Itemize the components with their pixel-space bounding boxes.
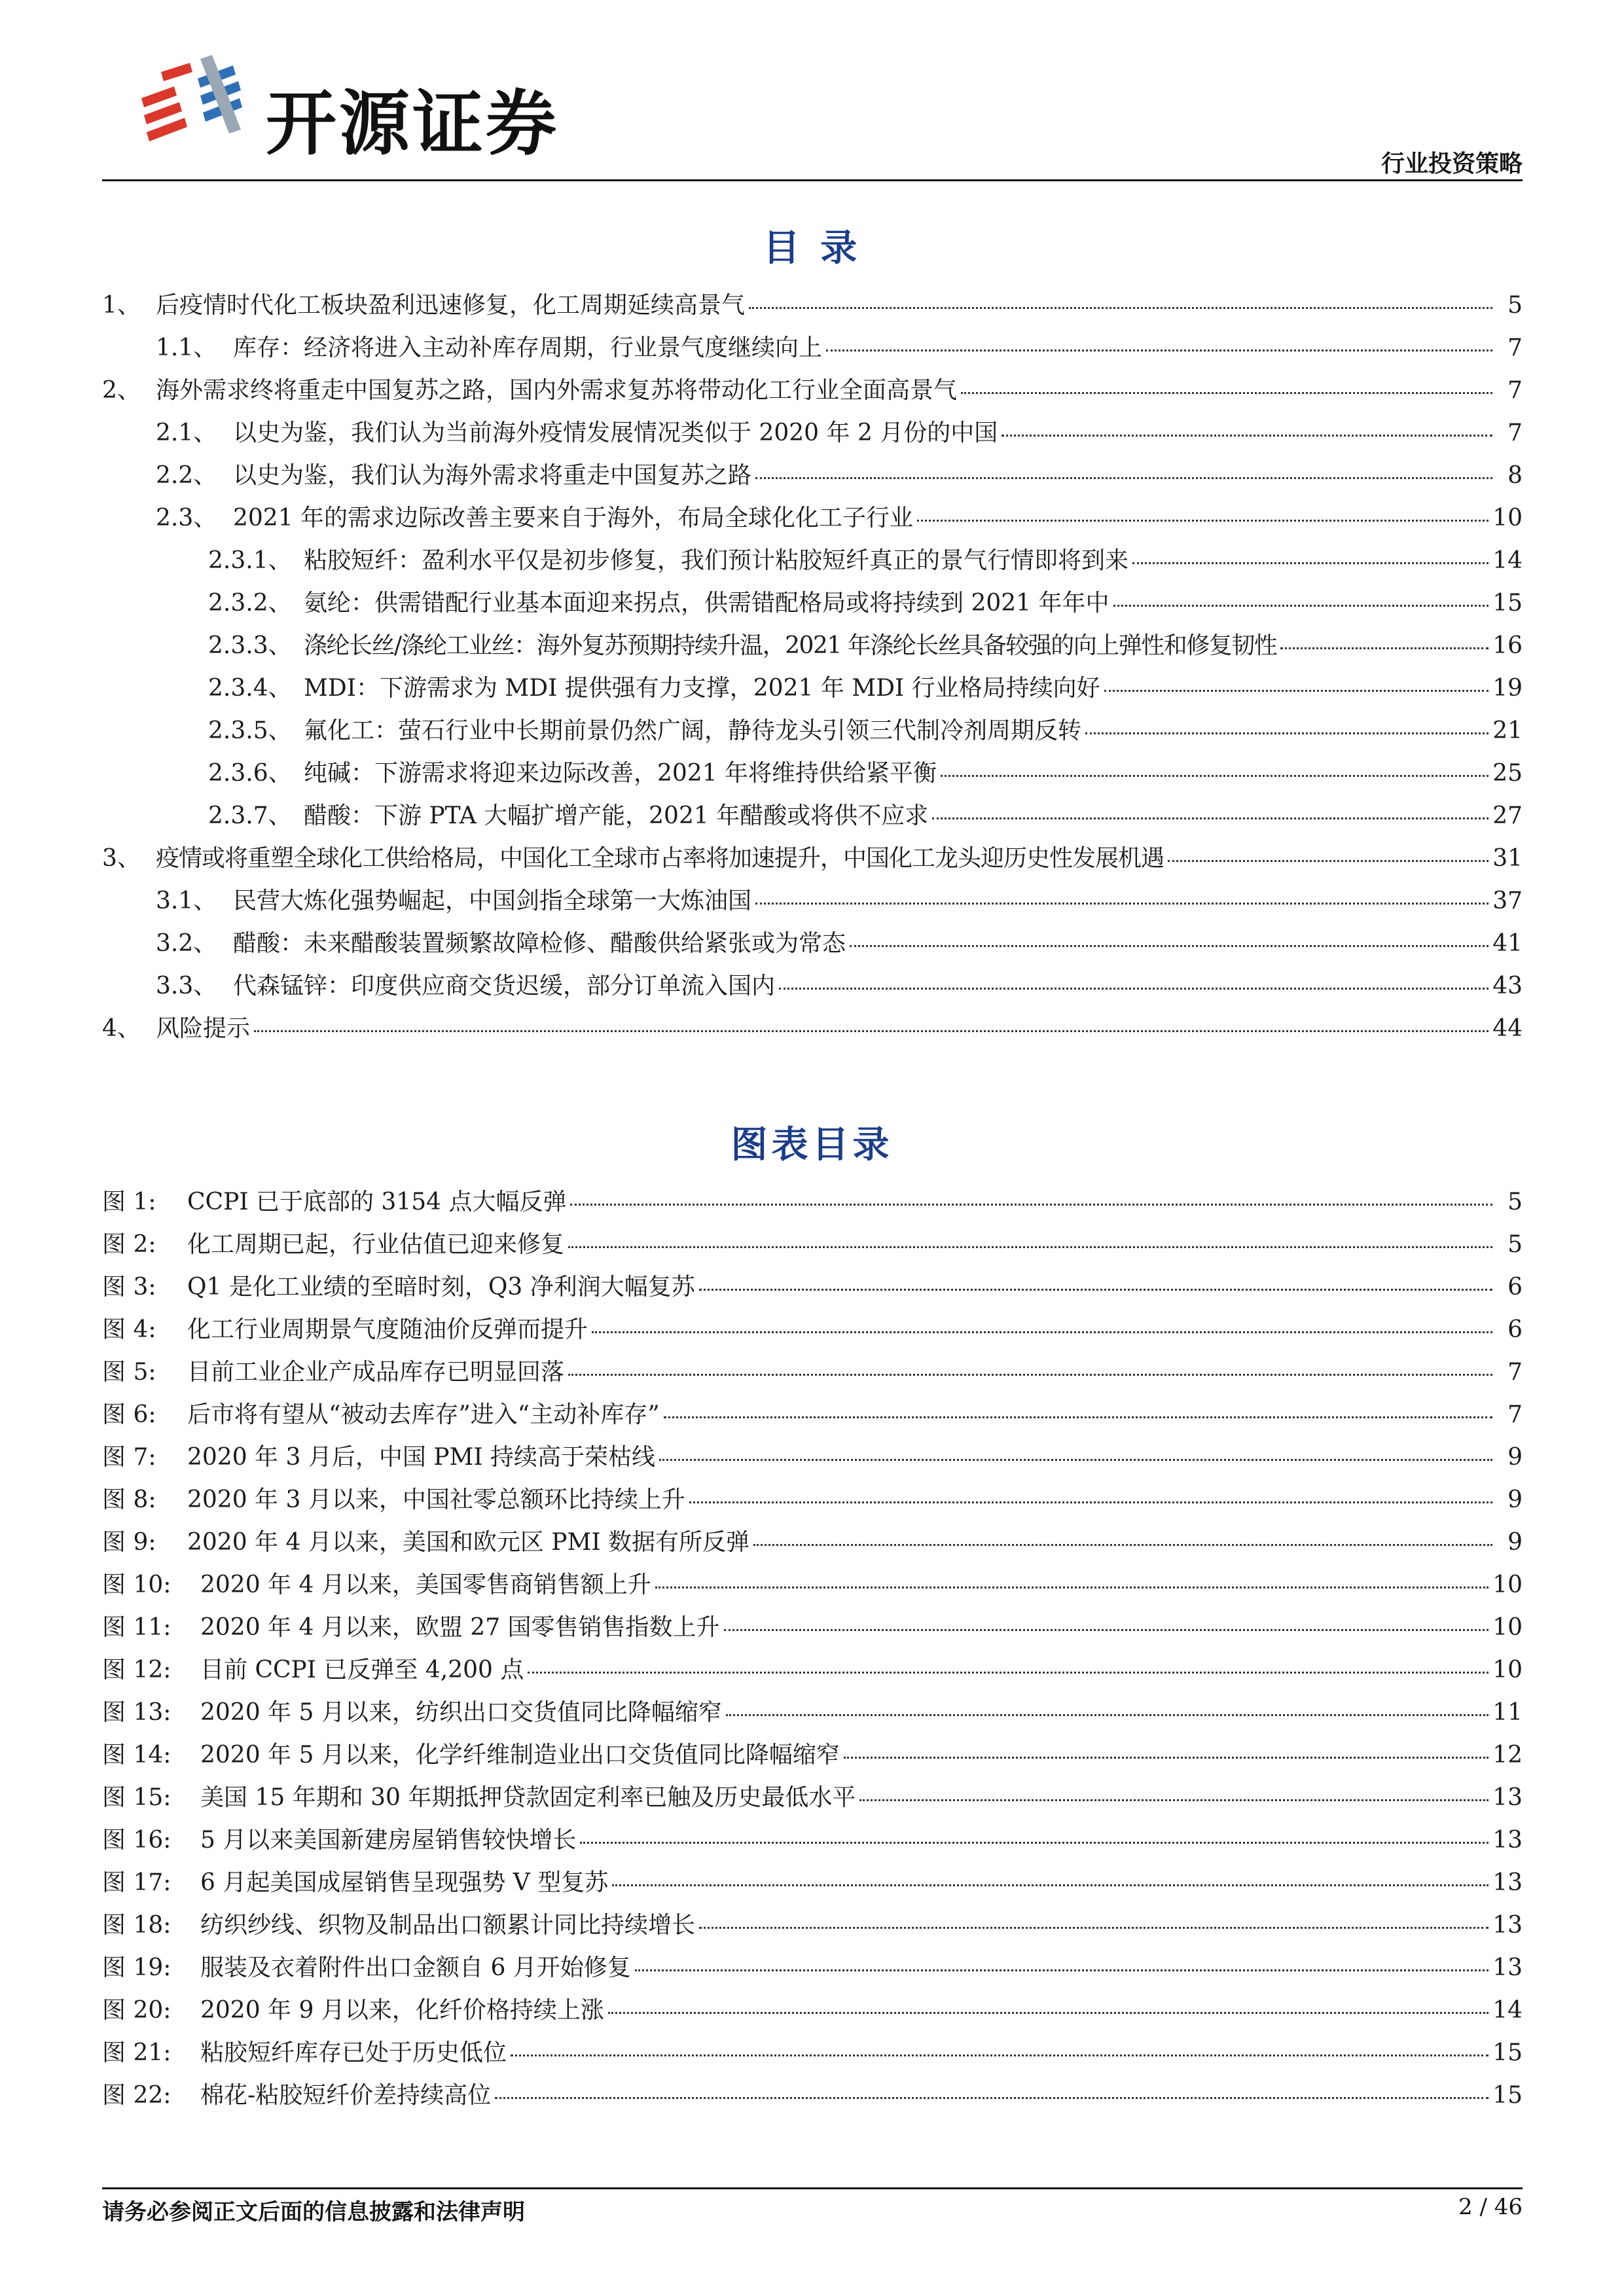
figure-entry-title: 2020 年 4 月以来，美国零售商销售额上升 <box>200 1571 651 1598</box>
toc-entry-title: 2021 年的需求边际改善主要来自于海外，布局全球化化工子行业 <box>233 505 914 531</box>
dot-leader <box>608 2011 1489 2014</box>
toc-entry-title: 以史为鉴，我们认为当前海外疫情发展情况类似于 2020 年 2 月份的中国 <box>233 420 998 446</box>
figure-entry-title: 纺织纱线、织物及制品出口额累计同比持续增长 <box>200 1912 696 1939</box>
figure-entry[interactable] <box>102 1311 1523 1354</box>
figure-entry-page: 9 <box>1507 1444 1523 1471</box>
figure-entry[interactable] <box>102 1396 1523 1439</box>
figure-entry[interactable] <box>102 1524 1523 1566</box>
dot-leader <box>568 1372 1492 1376</box>
toc-entry[interactable] <box>102 457 1523 499</box>
toc-entry-title: 民营大炼化强势崛起，中国剑指全球第一大炼油国 <box>233 888 752 914</box>
figure-entry-number: 图 21: <box>102 2039 171 2066</box>
toc-entry-number: 4、 <box>102 1015 141 1042</box>
figure-entry-number: 图 16: <box>102 1827 171 1854</box>
dot-leader <box>961 391 1492 394</box>
dot-leader <box>1104 689 1489 692</box>
dot-leader <box>850 944 1489 947</box>
figure-entry-number: 图 1: <box>102 1189 156 1215</box>
figure-entry-number: 图 2: <box>102 1231 156 1258</box>
toc-entry[interactable] <box>102 712 1523 755</box>
figure-entry-number: 图 15: <box>102 1784 171 1811</box>
figure-entry[interactable] <box>102 1949 1523 1992</box>
figure-entry-title: 粘胶短纤库存已处于历史低位 <box>200 2039 507 2066</box>
header-divider <box>102 179 1523 181</box>
figure-entry[interactable] <box>102 1821 1523 1864</box>
toc-entry-number: 3.3、 <box>156 973 217 999</box>
figure-entry-title: 2020 年 4 月以来，美国和欧元区 PMI 数据有所反弹 <box>187 1529 750 1556</box>
toc-entry-title: MDI：下游需求为 MDI 提供强有力支撑，2021 年 MDI 行业格局持续向好 <box>304 675 1100 702</box>
page-header <box>102 39 1523 183</box>
dot-leader <box>592 1330 1492 1333</box>
toc-entry-title: 库存：经济将进入主动补库存周期，行业景气度继续向上 <box>233 334 823 361</box>
figure-entry-title: 棉花-粘胶短纤价差持续高位 <box>200 2082 492 2109</box>
figure-entry-title: 2020 年 5 月以来，化学纤维制造业出口交货值同比降幅缩窄 <box>200 1742 840 1768</box>
toc-entry-number: 3.1、 <box>156 888 217 914</box>
toc-entry-title: 醋酸：下游 PTA 大幅扩增产能，2021 年醋酸或将供不应求 <box>304 802 929 829</box>
figure-entry-number: 图 6: <box>102 1401 156 1428</box>
toc-entry-page: 5 <box>1507 292 1523 319</box>
toc-entry[interactable] <box>102 755 1523 797</box>
figure-entry[interactable] <box>102 1226 1523 1268</box>
figure-entry[interactable] <box>102 2034 1523 2077</box>
figure-entry[interactable] <box>102 1651 1523 1694</box>
toc-entry[interactable] <box>102 287 1523 329</box>
dot-leader <box>699 1926 1489 1929</box>
figure-entry-title: 后市将有望从“被动去库存”进入“主动补库存” <box>187 1401 660 1428</box>
dot-leader <box>1168 859 1489 862</box>
toc-entry-title: 风险提示 <box>156 1015 251 1042</box>
figure-entry[interactable] <box>102 1481 1523 1524</box>
toc-entry-page: 43 <box>1492 973 1523 999</box>
figure-entry-title: Q1 是化工业绩的至暗时刻，Q3 净利润大幅复苏 <box>187 1274 695 1300</box>
figure-entry-number: 图 9: <box>102 1529 156 1556</box>
figure-entry[interactable] <box>102 1439 1523 1481</box>
toc-entry-page: 41 <box>1492 930 1523 957</box>
figure-entry-page: 5 <box>1507 1189 1523 1215</box>
figure-entry[interactable] <box>102 1566 1523 1609</box>
toc-entry-page: 15 <box>1492 590 1523 617</box>
toc-entry-page: 31 <box>1492 845 1523 872</box>
figure-list <box>102 1183 1523 2119</box>
toc-entry-number: 1、 <box>102 292 141 319</box>
toc-entry-number: 2.3.3、 <box>208 632 292 659</box>
figure-entry[interactable] <box>102 1183 1523 1226</box>
figure-entry-page: 7 <box>1507 1359 1523 1386</box>
toc-entry[interactable] <box>102 372 1523 414</box>
dot-leader <box>659 1458 1492 1461</box>
figures-title: 图表目录 <box>731 1124 893 1166</box>
toc-entry-title: 后疫情时代化工板块盈利迅速修复，化工周期延续高景气 <box>156 292 746 319</box>
figure-entry-number: 图 4: <box>102 1316 156 1343</box>
figure-entry-number: 图 19: <box>102 1954 171 1981</box>
dot-leader <box>1085 731 1489 734</box>
dot-leader <box>941 774 1489 777</box>
figure-entry-title: 2020 年 5 月以来，纺织出口交货值同比降幅缩窄 <box>200 1699 722 1726</box>
dot-leader <box>1132 561 1489 564</box>
toc-entry-page: 16 <box>1492 632 1523 659</box>
toc-entry-title: 疫情或将重塑全球化工供给格局，中国化工全球市占率将加速提升，中国化工龙头迎历史性发展机遇 <box>156 845 1164 872</box>
toc-entry-page: 10 <box>1492 505 1523 531</box>
figure-entry-page: 6 <box>1507 1274 1523 1300</box>
toc-entry-title: 涤纶长丝/涤纶工业丝：海外复苏预期持续升温，2021 年涤纶长丝具备较强的向上弹性和修复韧性 <box>304 632 1277 659</box>
figure-entry-page: 15 <box>1492 2039 1523 2066</box>
figure-entry-number: 图 13: <box>102 1699 171 1726</box>
figure-entry-number: 图 8: <box>102 1486 156 1513</box>
figure-entry[interactable] <box>102 1736 1523 1779</box>
toc-entry[interactable] <box>102 414 1523 457</box>
figure-entry-number: 图 20: <box>102 1997 171 2024</box>
toc-entry-number: 2.3、 <box>156 505 217 531</box>
figure-entry-number: 图 3: <box>102 1274 156 1300</box>
figure-entry-page: 13 <box>1492 1912 1523 1939</box>
dot-leader <box>724 1628 1489 1631</box>
toc-entry-number: 2.3.6、 <box>208 760 292 787</box>
figure-entry-number: 图 11: <box>102 1614 171 1641</box>
toc-entry-page: 7 <box>1507 377 1523 404</box>
figure-entry[interactable] <box>102 2077 1523 2119</box>
toc-entry-number: 2、 <box>102 377 141 404</box>
figure-entry-title: 5 月以来美国新建房屋销售较快增长 <box>200 1827 577 1854</box>
figure-entry-title: CCPI 已于底部的 3154 点大幅反弹 <box>187 1189 567 1215</box>
toc-entry-title: 氨纶：供需错配行业基本面迎来拐点，供需错配格局或将持续到 2021 年年中 <box>304 590 1110 617</box>
figure-entry-title: 化工周期已起，行业估值已迎来修复 <box>187 1231 565 1258</box>
toc-entry-number: 2.3.4、 <box>208 675 292 702</box>
toc-entry-number: 2.1、 <box>156 420 217 446</box>
figure-entry-number: 图 12: <box>102 1657 171 1683</box>
figure-entry[interactable] <box>102 1694 1523 1736</box>
figure-entry-number: 图 7: <box>102 1444 156 1471</box>
figure-entry-title: 服装及衣着附件出口金额自 6 月开始修复 <box>200 1954 631 1981</box>
dot-leader <box>1113 603 1489 607</box>
dot-leader <box>749 306 1492 309</box>
document-type: 行业投资策略 <box>1380 151 1523 177</box>
toc-entry-number: 3.2、 <box>156 930 217 957</box>
figure-entry-page: 15 <box>1492 2082 1523 2109</box>
figure-entry-title: 2020 年 3 月以来，中国社零总额环比持续上升 <box>187 1486 685 1513</box>
toc-entry-title: 以史为鉴，我们认为海外需求将重走中国复苏之路 <box>233 462 752 489</box>
figure-entry-number: 图 10: <box>102 1571 171 1598</box>
dot-leader <box>635 1968 1489 1971</box>
figure-entry-number: 图 22: <box>102 2082 171 2109</box>
toc-entry-title: 氟化工：萤石行业中长期前景仍然广阔，静待龙头引领三代制冷剂周期反转 <box>304 717 1082 744</box>
toc-list <box>102 287 1523 1052</box>
footer-divider <box>102 2187 1523 2189</box>
dot-leader <box>917 518 1489 522</box>
toc-entry-number: 1.1、 <box>156 334 217 361</box>
toc-entry-page: 8 <box>1507 462 1523 489</box>
figure-entry[interactable] <box>102 1609 1523 1651</box>
figure-entry-title: 化工行业周期景气度随油价反弹而提升 <box>187 1316 588 1343</box>
toc-entry-title: 醋酸：未来醋酸装置频繁故障检修、醋酸供给紧张或为常态 <box>233 930 846 957</box>
figure-entry-title: 2020 年 9 月以来，化纤价格持续上涨 <box>200 1997 604 2024</box>
toc-entry-number: 2.3.7、 <box>208 802 292 829</box>
figure-entry-page: 13 <box>1492 1827 1523 1854</box>
toc-entry-title: 纯碱：下游需求将迎来边际改善，2021 年将维持供给紧平衡 <box>304 760 937 787</box>
brand-name: 开源证券 <box>266 83 560 165</box>
figure-entry-title: 6 月起美国成屋销售呈现强势 V 型复苏 <box>200 1869 609 1896</box>
page-indicator: 2 / 46 <box>1458 2194 1523 2220</box>
dot-leader <box>932 816 1489 819</box>
toc-entry-page: 44 <box>1492 1015 1523 1042</box>
dot-leader <box>511 2053 1489 2056</box>
toc-entry-page: 21 <box>1492 717 1523 744</box>
dot-leader <box>570 1202 1492 1206</box>
toc-entry-number: 2.3.5、 <box>208 717 292 744</box>
disclaimer-text: 请务必参阅正文后面的信息披露和法律声明 <box>102 2199 525 2225</box>
toc-entry-title: 海外需求终将重走中国复苏之路，国内外需求复苏将带动化工行业全面高景气 <box>156 377 958 404</box>
dot-leader <box>689 1500 1492 1503</box>
dot-leader <box>254 1029 1489 1032</box>
dot-leader <box>859 1798 1489 1801</box>
toc-entry[interactable] <box>102 329 1523 372</box>
toc-title: 目 录 <box>763 227 861 270</box>
toc-entry-page: 25 <box>1492 760 1523 787</box>
toc-entry-number: 3、 <box>102 845 141 872</box>
figure-entry-number: 图 5: <box>102 1359 156 1386</box>
dot-leader <box>753 1543 1492 1546</box>
figure-entry-page: 6 <box>1507 1316 1523 1343</box>
dot-leader <box>1280 646 1489 649</box>
figure-entry-number: 图 18: <box>102 1912 171 1939</box>
figure-entry[interactable] <box>102 1268 1523 1311</box>
figure-entry-page: 10 <box>1492 1614 1523 1641</box>
toc-entry[interactable] <box>102 967 1523 1010</box>
figure-entry-page: 12 <box>1492 1742 1523 1768</box>
figure-entry[interactable] <box>102 1864 1523 1907</box>
figure-entry[interactable] <box>102 1779 1523 1821</box>
figure-entry-page: 13 <box>1492 1954 1523 1981</box>
figure-entry-page: 14 <box>1492 1997 1523 2024</box>
toc-entry[interactable] <box>102 670 1523 712</box>
figure-entry-page: 13 <box>1492 1784 1523 1811</box>
toc-entry-title: 代森锰锌：印度供应商交货迟缓，部分订单流入国内 <box>233 973 776 999</box>
figure-entry-number: 图 14: <box>102 1742 171 1768</box>
dot-leader <box>495 2096 1489 2099</box>
figure-entry[interactable] <box>102 1992 1523 2034</box>
dot-leader <box>612 1883 1489 1886</box>
toc-entry[interactable] <box>102 499 1523 542</box>
figure-entry-page: 9 <box>1507 1529 1523 1556</box>
toc-entry-page: 37 <box>1492 888 1523 914</box>
figure-entry-title: 目前 CCPI 已反弹至 4,200 点 <box>200 1657 524 1683</box>
dot-leader <box>568 1245 1492 1248</box>
toc-entry[interactable] <box>102 584 1523 627</box>
dot-leader <box>699 1287 1492 1291</box>
toc-entry[interactable] <box>102 882 1523 925</box>
dot-leader <box>726 1713 1489 1716</box>
toc-entry[interactable] <box>102 542 1523 584</box>
toc-entry-page: 27 <box>1492 802 1523 829</box>
toc-entry[interactable] <box>102 1010 1523 1052</box>
toc-entry-page: 14 <box>1492 547 1523 574</box>
dot-leader <box>655 1585 1489 1588</box>
toc-entry-number: 2.2、 <box>156 462 217 489</box>
figure-entry-page: 5 <box>1507 1231 1523 1258</box>
figure-entry-title: 2020 年 4 月以来，欧盟 27 国零售销售指数上升 <box>200 1614 720 1641</box>
figure-entry[interactable] <box>102 1907 1523 1949</box>
figure-entry-page: 10 <box>1492 1657 1523 1683</box>
dot-leader <box>664 1415 1492 1418</box>
kaiyuan-logo-icon <box>135 52 246 151</box>
toc-entry[interactable] <box>102 840 1523 882</box>
dot-leader <box>826 348 1492 351</box>
dot-leader <box>1001 433 1492 437</box>
figure-entry[interactable] <box>102 1354 1523 1396</box>
dot-leader <box>755 476 1492 479</box>
figure-entry-number: 图 17: <box>102 1869 171 1896</box>
dot-leader <box>755 901 1489 905</box>
figure-entry-title: 美国 15 年期和 30 年期抵押贷款固定利率已触及历史最低水平 <box>200 1784 856 1811</box>
toc-entry-title: 粘胶短纤：盈利水平仅是初步修复，我们预计粘胶短纤真正的景气行情即将到来 <box>304 547 1129 574</box>
figure-entry-page: 9 <box>1507 1486 1523 1513</box>
dot-leader <box>528 1670 1489 1674</box>
figure-entry-title: 2020 年 3 月后，中国 PMI 持续高于荣枯线 <box>187 1444 656 1471</box>
dot-leader <box>580 1840 1489 1844</box>
figure-entry-page: 10 <box>1492 1571 1523 1598</box>
toc-entry[interactable] <box>102 925 1523 967</box>
figure-entry-title: 目前工业企业产成品库存已明显回落 <box>187 1359 565 1386</box>
toc-entry-page: 7 <box>1507 334 1523 361</box>
figure-entry-page: 7 <box>1507 1401 1523 1428</box>
toc-entry-number: 2.3.1、 <box>208 547 292 574</box>
toc-entry[interactable] <box>102 627 1523 670</box>
dot-leader <box>844 1755 1489 1759</box>
toc-entry-page: 19 <box>1492 675 1523 702</box>
toc-entry[interactable] <box>102 797 1523 840</box>
figure-entry-page: 13 <box>1492 1869 1523 1896</box>
figure-entry-page: 11 <box>1492 1699 1523 1726</box>
dot-leader <box>779 986 1489 990</box>
toc-entry-number: 2.3.2、 <box>208 590 292 617</box>
toc-entry-page: 7 <box>1507 420 1523 446</box>
